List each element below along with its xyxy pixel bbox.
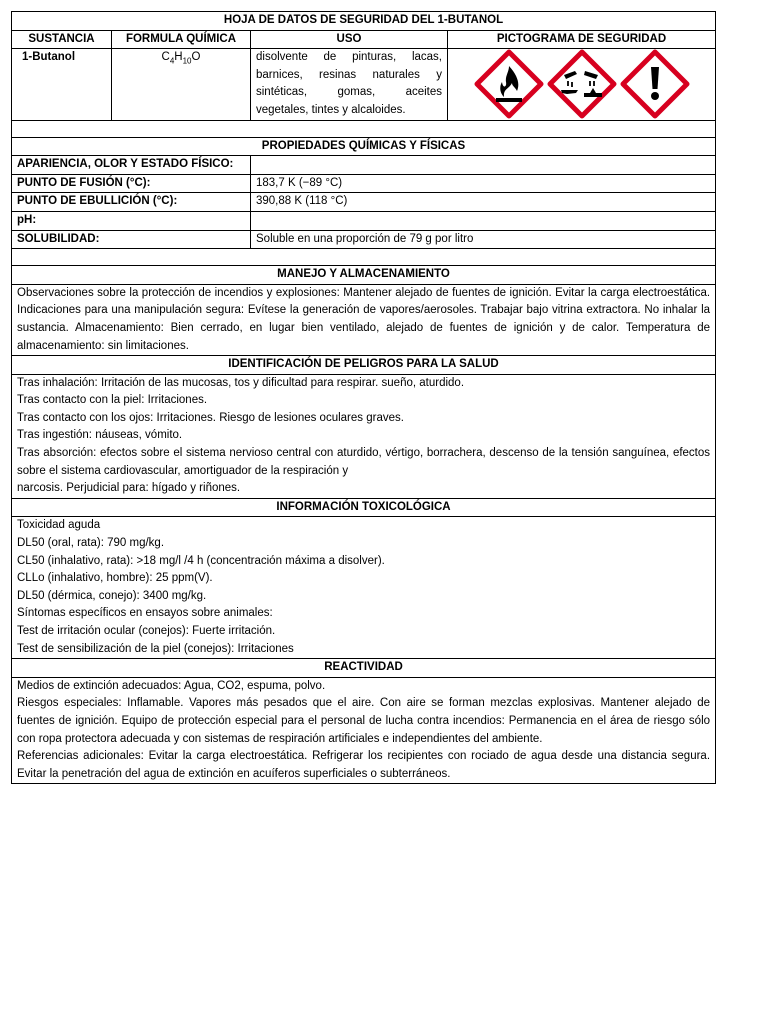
health-title: IDENTIFICACIÓN DE PELIGROS PARA LA SALUD <box>12 356 716 375</box>
toxicology-line: DL50 (dérmica, conejo): 3400 mg/kg. <box>17 589 207 602</box>
safety-data-sheet <box>11 11 716 784</box>
toxicology-line: DL50 (oral, rata): 790 mg/kg. <box>17 537 165 550</box>
spacer-row <box>12 120 716 137</box>
handling-title: MANEJO Y ALMACENAMIENTO <box>12 266 716 285</box>
property-value <box>251 211 716 230</box>
property-label: SOLUBILIDAD: <box>12 230 251 249</box>
substance-name: 1-Butanol <box>12 49 112 120</box>
spacer-row <box>12 249 716 266</box>
property-label: pH: <box>12 211 251 230</box>
sheet-title: HOJA DE DATOS DE SEGURIDAD DEL 1-BUTANOL <box>12 12 716 31</box>
reactivity-line: Medios de extinción adecuados: Agua, CO2, espuma, polvo. <box>17 679 326 692</box>
column-uso: USO <box>251 30 448 49</box>
toxicology-line: CL50 (inhalativo, rata): >18 mg/l /4 h (concentración máxima a disolver). <box>17 554 385 567</box>
pictogram-cell <box>448 49 716 120</box>
reactivity-title: REACTIVIDAD <box>12 659 716 678</box>
health-line: Tras ingestión: náuseas, vómito. <box>17 429 183 442</box>
toxicology-section <box>12 517 716 659</box>
properties-title: PROPIEDADES QUÍMICAS Y FÍSICAS <box>12 137 716 156</box>
column-sustancia: SUSTANCIA <box>12 30 112 49</box>
health-line: Tras contacto con la piel: Irritaciones. <box>17 394 208 407</box>
health-line: Tras inhalación: Irritación de las mucosas, tos y dificultad para respirar. sueño, aturdido. <box>17 376 465 389</box>
property-value: Soluble en una proporción de 79 g por litro <box>251 230 716 249</box>
column-formula: FORMULA QUÍMICA <box>112 30 251 49</box>
exclamation-icon <box>620 49 690 119</box>
toxicology-line: Síntomas específicos en ensayos sobre animales: <box>17 607 273 620</box>
toxicology-line: Test de sensibilización de la piel (conejos): Irritaciones <box>17 642 294 655</box>
handling-text: Observaciones sobre la protección de incendios y explosiones: Mantener alejado de fuentes de ignición. Evitar la carga electroestática. Indicaciones para una manipulación segura: Evítese la generación de vapores/aerosoles. Trabajar bajo vitrina extractora. No inhalar la sustancia. Almacenamiento: Bien cerrado, en lugar bien ventilado, alejado de fuentes de ignición y de calor. Temperatura de almacenamiento: sin limitaciones. <box>12 284 716 355</box>
column-pictograma: PICTOGRAMA DE SEGURIDAD <box>448 30 716 49</box>
health-section <box>12 374 716 498</box>
health-line: Tras absorción: efectos sobre el sistema nervioso central con aturdido, vértigo, borrachera, descenso de la tensión sanguínea, efectos sobre el sistema cardiovascular, amortiguador de la respiración y <box>17 447 711 477</box>
corrosion-icon <box>547 49 617 119</box>
toxicology-line: Test de irritación ocular (conejos): Fuerte irritación. <box>17 625 276 637</box>
toxicology-line: Toxicidad aguda <box>17 519 101 532</box>
substance-uso: disolvente de pinturas, lacas, barnices, resinas naturales y sintéticas, gomas, aceites vegetales, tintes y alcaloides. <box>251 49 448 120</box>
property-label: PUNTO DE FUSIÓN (°C): <box>12 174 251 193</box>
reactivity-line: Referencias adicionales: Evitar la carga electroestática. Refrigerar los recipientes con rociado de agua desde una distancia segura. Evitar la penetración del agua de extinción en acuíferos superficiales o subterráneos. <box>17 750 711 780</box>
property-value: 183,7 K (−89 °C) <box>251 174 716 193</box>
health-line: Tras contacto con los ojos: Irritaciones. Riesgo de lesiones oculares graves. <box>17 411 404 424</box>
health-line: narcosis. Perjudicial para: hígado y riñones. <box>17 482 241 495</box>
reactivity-line: Riesgos especiales: Inflamable. Vapores más pesados que el aire. Con aire se forman mezclas explosivas. Mantener alejado de fuentes de ignición. Equipo de protección especial para el personal de lucha contra incendios: Permanencia en el área de riesgo sólo con ropa protectora adecuada y con sistemas de respiración artificiales e independientes del ambiente. <box>17 697 711 745</box>
flame-icon <box>474 49 544 119</box>
toxicology-title: INFORMACIÓN TOXICOLÓGICA <box>12 498 716 517</box>
property-value <box>251 156 716 175</box>
reactivity-section <box>12 677 716 784</box>
substance-formula: $C_4H_{10}O$ <box>112 49 251 120</box>
property-label: APARIENCIA, OLOR Y ESTADO FÍSICO: <box>12 156 251 175</box>
property-value: 390,88 K (118 °C) <box>251 193 716 212</box>
toxicology-line: CLLo (inhalativo, hombre): 25 ppm(V). <box>17 572 213 585</box>
property-label: PUNTO DE EBULLICIÓN (°C): <box>12 193 251 212</box>
